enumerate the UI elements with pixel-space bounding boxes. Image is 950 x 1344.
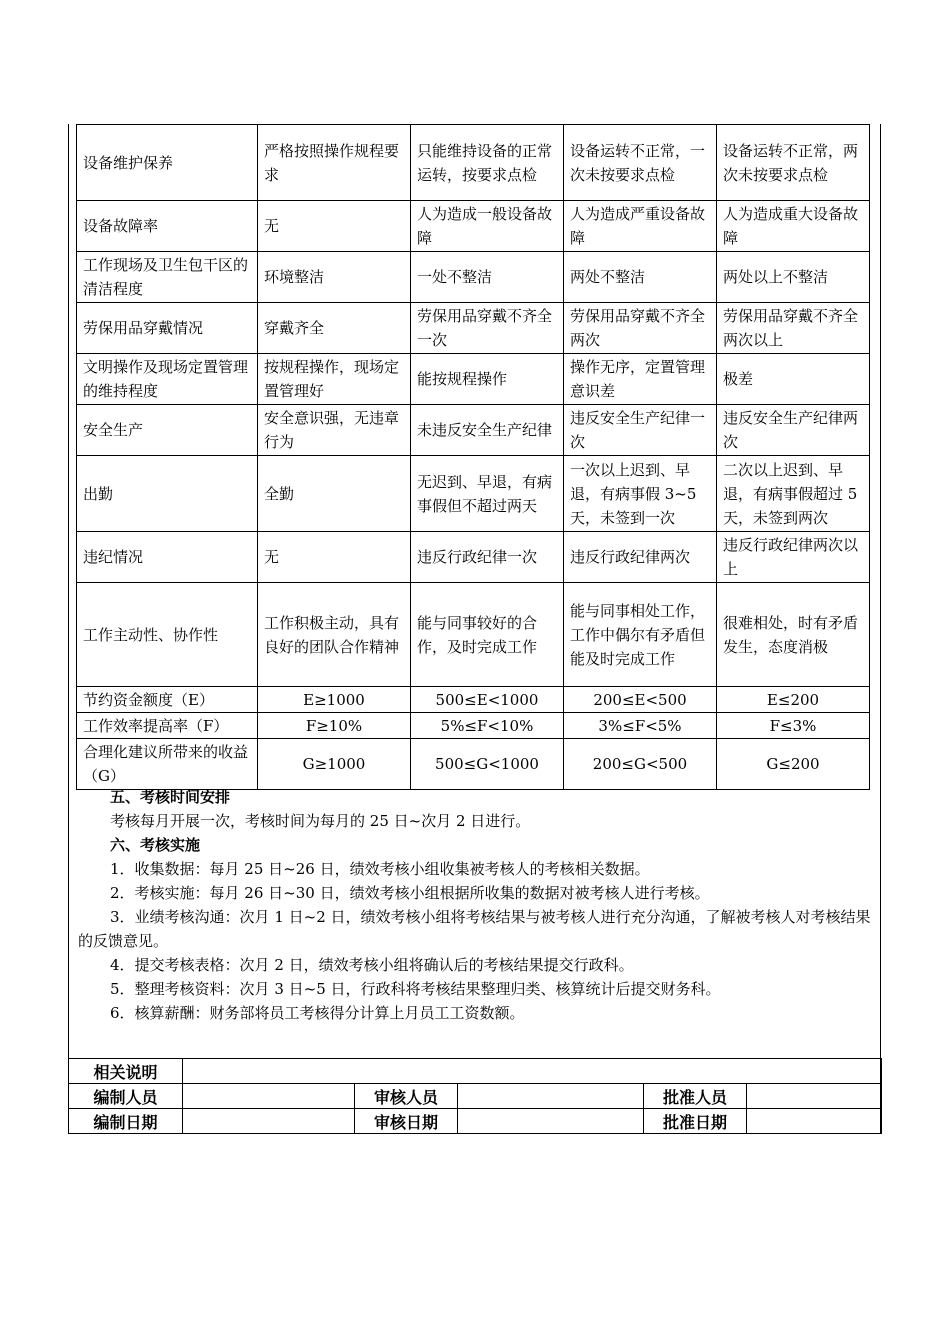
- criteria-row: [77, 532, 870, 583]
- criteria-level-2: 无迟到、早退，有病事假但不超过两天: [411, 456, 564, 532]
- approved-by-label: 批准人员: [644, 1084, 747, 1109]
- criteria-level-4: E≤200: [717, 687, 870, 713]
- criteria-item: 设备故障率: [77, 201, 258, 252]
- criteria-item: 工作效率提高率（F）: [77, 713, 258, 739]
- signers-row: [69, 1084, 882, 1109]
- prepared-date-field[interactable]: [183, 1109, 355, 1134]
- reviewed-date-field[interactable]: [458, 1109, 644, 1134]
- notes-label: 相关说明: [69, 1059, 183, 1084]
- criteria-level-3: 两处不整洁: [564, 252, 717, 303]
- section-5-text: 考核每月开展一次，考核时间为每月的 25 日~次月 2 日进行。: [110, 812, 531, 830]
- criteria-level-2: 人为造成一般设备故障: [411, 201, 564, 252]
- criteria-level-4: 设备运转不正常，两次未按要求点检: [717, 125, 870, 201]
- criteria-row: [77, 456, 870, 532]
- criteria-level-3: 200≤G<500: [564, 739, 717, 790]
- criteria-row: [77, 201, 870, 252]
- section-6-item: 5．整理考核资料：次月 3 日~5 日，行政科将考核结果整理归类、核算统计后提交财务科。: [110, 980, 721, 998]
- criteria-level-3: 200≤E<500: [564, 687, 717, 713]
- prepared-by-field[interactable]: [183, 1084, 355, 1109]
- criteria-item: 设备维护保养: [77, 125, 258, 201]
- criteria-level-4: F≤3%: [717, 713, 870, 739]
- criteria-level-1: G≥1000: [258, 739, 411, 790]
- criteria-level-2: 一处不整洁: [411, 252, 564, 303]
- criteria-level-4: 两处以上不整洁: [717, 252, 870, 303]
- notes-row: [69, 1059, 882, 1084]
- criteria-level-1: E≥1000: [258, 687, 411, 713]
- criteria-row: [77, 713, 870, 739]
- criteria-item: 工作主动性、协作性: [77, 583, 258, 687]
- criteria-level-2: 能按规程操作: [411, 354, 564, 405]
- criteria-level-1: 无: [258, 532, 411, 583]
- criteria-level-3: 设备运转不正常，一次未按要求点检: [564, 125, 717, 201]
- criteria-level-1: 按规程操作，现场定置管理好: [258, 354, 411, 405]
- section-6-item: 6．核算薪酬：财务部将员工考核得分计算上月员工工资数额。: [110, 1004, 525, 1022]
- criteria-level-3: 一次以上迟到、早退，有病事假 3~5 天，未签到一次: [564, 456, 717, 532]
- criteria-item: 出勤: [77, 456, 258, 532]
- criteria-level-3: 劳保用品穿戴不齐全两次: [564, 303, 717, 354]
- criteria-level-2: 能与同事较好的合作，及时完成工作: [411, 583, 564, 687]
- notes-field[interactable]: [183, 1059, 882, 1084]
- criteria-row: [77, 583, 870, 687]
- criteria-level-4: 劳保用品穿戴不齐全两次以上: [717, 303, 870, 354]
- criteria-level-2: 只能维持设备的正常运转，按要求点检: [411, 125, 564, 201]
- section-6-item: 1．收集数据：每月 25 日~26 日，绩效考核小组收集被考核人的考核相关数据。: [110, 860, 650, 878]
- criteria-row: [77, 405, 870, 456]
- criteria-level-2: 500≤G<1000: [411, 739, 564, 790]
- section-5-heading: 五、考核时间安排: [110, 788, 231, 806]
- section-6-item: 4．提交考核表格：次月 2 日，绩效考核小组将确认后的考核结果提交行政科。: [110, 956, 634, 974]
- criteria-level-1: 环境整洁: [258, 252, 411, 303]
- criteria-item: 合理化建议所带来的收益（G）: [77, 739, 258, 790]
- criteria-level-2: 500≤E<1000: [411, 687, 564, 713]
- criteria-level-4: 违反行政纪律两次以上: [717, 532, 870, 583]
- text-sections: [78, 785, 878, 1025]
- criteria-level-2: 未违反安全生产纪律: [411, 405, 564, 456]
- criteria-row: [77, 354, 870, 405]
- criteria-row: [77, 303, 870, 354]
- approved-date-label: 批准日期: [644, 1109, 747, 1134]
- criteria-level-4: G≤200: [717, 739, 870, 790]
- reviewed-date-label: 审核日期: [355, 1109, 458, 1134]
- reviewed-by-label: 审核人员: [355, 1084, 458, 1109]
- criteria-table-body: [77, 125, 870, 790]
- criteria-level-1: 全勤: [258, 456, 411, 532]
- prepared-date-label: 编制日期: [69, 1109, 183, 1134]
- criteria-row: [77, 739, 870, 790]
- criteria-level-1: F≥10%: [258, 713, 411, 739]
- prepared-by-label: 编制人员: [69, 1084, 183, 1109]
- criteria-level-3: 操作无序，定置管理意识差: [564, 354, 717, 405]
- criteria-level-3: 人为造成严重设备故障: [564, 201, 717, 252]
- criteria-level-4: 人为造成重大设备故障: [717, 201, 870, 252]
- criteria-level-3: 违反行政纪律两次: [564, 532, 717, 583]
- signoff-table: [68, 1058, 882, 1134]
- section-6-item: 2．考核实施：每月 26 日~30 日，绩效考核小组根据所收集的数据对被考核人进行考核。: [110, 884, 710, 902]
- criteria-item: 安全生产: [77, 405, 258, 456]
- criteria-item: 工作现场及卫生包干区的清洁程度: [77, 252, 258, 303]
- criteria-level-4: 很难相处，时有矛盾发生，态度消极: [717, 583, 870, 687]
- criteria-level-1: 工作积极主动，具有良好的团队合作精神: [258, 583, 411, 687]
- criteria-level-1: 严格按照操作规程要求: [258, 125, 411, 201]
- criteria-row: [77, 252, 870, 303]
- criteria-level-1: 无: [258, 201, 411, 252]
- criteria-item: 文明操作及现场定置管理的维持程度: [77, 354, 258, 405]
- section-6-heading: 六、考核实施: [110, 836, 201, 854]
- reviewed-by-field[interactable]: [458, 1084, 644, 1109]
- criteria-level-3: 能与同事相处工作，工作中偶尔有矛盾但能及时完成工作: [564, 583, 717, 687]
- criteria-table: [76, 124, 870, 790]
- criteria-level-2: 违反行政纪律一次: [411, 532, 564, 583]
- criteria-level-4: 违反安全生产纪律两次: [717, 405, 870, 456]
- criteria-level-1: 安全意识强，无违章行为: [258, 405, 411, 456]
- criteria-level-1: 穿戴齐全: [258, 303, 411, 354]
- criteria-row: [77, 687, 870, 713]
- dates-row: [69, 1109, 882, 1134]
- criteria-level-2: 5%≤F<10%: [411, 713, 564, 739]
- criteria-level-2: 劳保用品穿戴不齐全一次: [411, 303, 564, 354]
- criteria-item: 劳保用品穿戴情况: [77, 303, 258, 354]
- approved-by-field[interactable]: [747, 1084, 882, 1109]
- criteria-level-4: 二次以上迟到、早退，有病事假超过 5 天，未签到两次: [717, 456, 870, 532]
- approved-date-field[interactable]: [747, 1109, 882, 1134]
- criteria-item: 节约资金额度（E）: [77, 687, 258, 713]
- criteria-row: [77, 125, 870, 201]
- section-6-item: 3．业绩考核沟通：次月 1 日~2 日，绩效考核小组将考核结果与被考核人进行充分沟通，了解被考核人对考核结果的反馈意见。: [78, 908, 871, 950]
- criteria-item: 违纪情况: [77, 532, 258, 583]
- criteria-level-4: 极差: [717, 354, 870, 405]
- criteria-level-3: 违反安全生产纪律一次: [564, 405, 717, 456]
- criteria-level-3: 3%≤F<5%: [564, 713, 717, 739]
